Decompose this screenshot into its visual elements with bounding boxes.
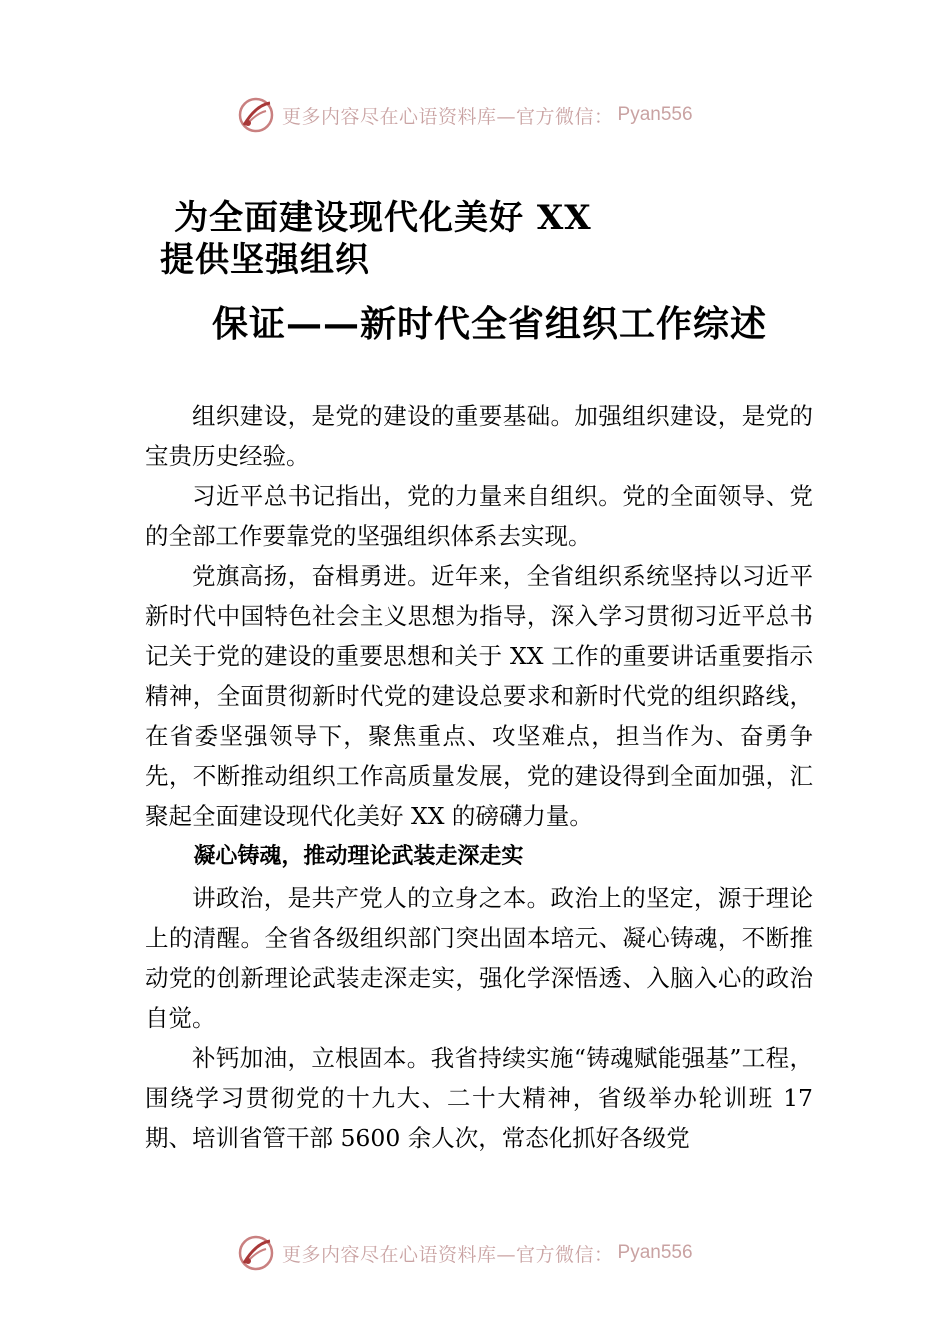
document-title-line-3: 保证——新时代全省组织工作综述 [212,303,768,345]
paragraph-2: 习近平总书记指出，党的力量来自组织。党的全面领导、党的全部工作要靠党的坚强组织体系去实现。 [145,482,813,550]
watermark-wechat-id: Pyan556 [617,104,693,125]
watermark-footer [236,1233,693,1273]
brand-logo-icon [236,1233,276,1273]
section-heading: 凝心铸魂，推动理论武装走深走实 [193,844,524,869]
watermark-text: 更多内容尽在心语资料库—官方微信： [282,1243,614,1266]
watermark-wechat-id: Pyan556 [617,1242,693,1263]
watermark-header [236,95,693,135]
document-body [145,396,813,1158]
paragraph-3: 党旗高扬，奋楫勇进。近年来，全省组织系统坚持以习近平新时代中国特色社会主义思想为指导，深入学习贯彻习近平总书记关于党的建设的重要思想和关于 XX 工作的重要讲话重要指示精神，全面贯彻新时代党的建设总要求和新时代党的组织路线，在省委坚强领导下，聚焦重点、攻坚难点，担当作为、奋勇争先，不断推动组织工作高质量发展，党的建设得到全面加强，汇聚起全面建设现代化美好 XX 的磅礴力量。 [145,562,813,830]
document-title-line-1: 为全面建设现代化美好 XX [174,198,592,238]
paragraph-1: 组织建设，是党的建设的重要基础。加强组织建设，是党的宝贵历史经验。 [145,402,813,470]
document-title-line-2: 提供坚强组织 [160,240,370,280]
brand-logo-icon [236,95,276,135]
paragraph-4: 讲政治，是共产党人的立身之本。政治上的坚定，源于理论上的清醒。全省各级组织部门突出固本培元、凝心铸魂，不断推动党的创新理论武装走深走实，强化学深悟透、入脑入心的政治自觉。 [145,884,813,1032]
watermark-text: 更多内容尽在心语资料库—官方微信： [282,105,614,128]
paragraph-5: 补钙加油，立根固本。我省持续实施“铸魂赋能强基”工程，围绕学习贯彻党的十九大、二十大精神，省级举办轮训班 17 期、培训省管干部 5600 余人次，常态化抓好各级党 [145,1044,813,1152]
